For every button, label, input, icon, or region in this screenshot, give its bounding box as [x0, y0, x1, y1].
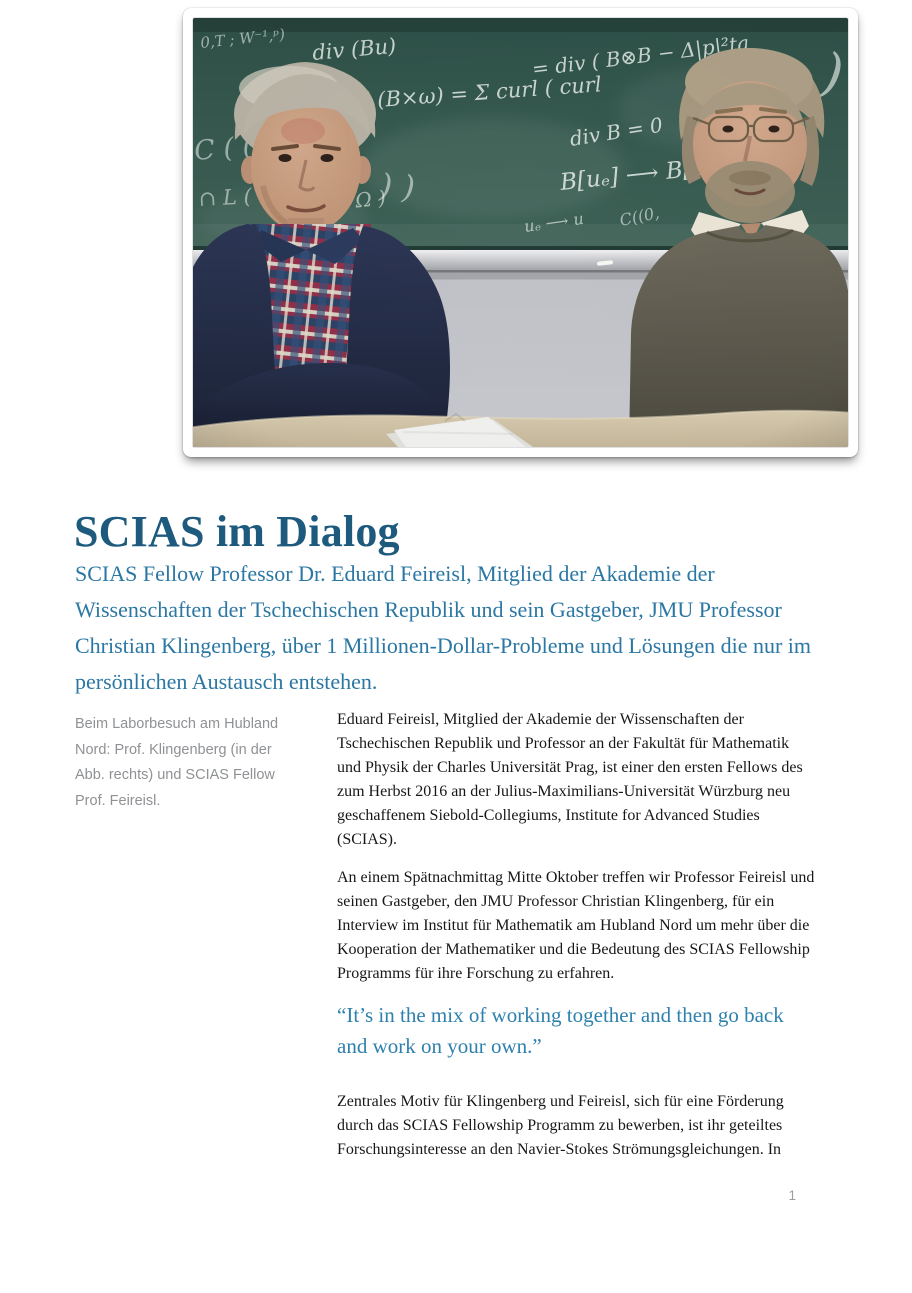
- article-paragraph: Eduard Feireisl, Mitglied der Akademie der Wissenschaften der Tschechischen Republik und Professor an der Fakultät für Mathematik und Physik der Charles Universität Prag, ist einer den ersten Fellows des zum Herbst 2016 an der Julius-Maximilians-Universität Würzburg neu geschaffenem Siebold-Collegiums, Institute for Advanced Studies (SCIAS).: [337, 711, 803, 848]
- photo: [193, 18, 848, 447]
- photo-caption: Beim Laborbesuch am Hubland Nord: Prof. Klingenberg (in der Abb. rechts) und SCIAS Fellow Prof. Feireisl.: [75, 716, 279, 809]
- page-number: 1: [788, 1188, 796, 1203]
- photo-frame: [183, 8, 858, 457]
- article-paragraph: Zentrales Motiv für Klingenberg und Feireisl, sich für eine Förderung durch das SCIAS Fellowship Programm zu bewerben, ist ihr geteiltes Forschungsinteresse an den Navier-Stokes Strömungsgleichungen. In: [337, 1093, 784, 1158]
- article-paragraph: An einem Spätnachmittag Mitte Oktober treffen wir Professor Feireisl und seinen Gastgeber, den JMU Professor Christian Klingenberg, für ein Interview im Institut für Mathematik am Hubland Nord um mehr über die Kooperation der Mathematiker und die Bedeutung des SCIAS Fellowship Programms für ihre Forschung zu erfahren.: [337, 869, 815, 982]
- article-lede: SCIAS Fellow Professor Dr. Eduard Feireisl, Mitglied der Akademie der Wissenschaften der Tschechischen Republik und sein Gastgeber, JMU Professor Christian Klingenberg, über 1 Millionen-Dollar-Probleme und Lösungen die nur im persönlichen Austausch entstehen.: [75, 561, 812, 694]
- pull-quote: “It’s in the mix of working together and then go back and work on your own.”: [337, 1003, 784, 1058]
- article-body: [337, 708, 815, 1176]
- page-title: SCIAS im Dialog: [74, 507, 400, 557]
- photo-illustration: [193, 18, 848, 447]
